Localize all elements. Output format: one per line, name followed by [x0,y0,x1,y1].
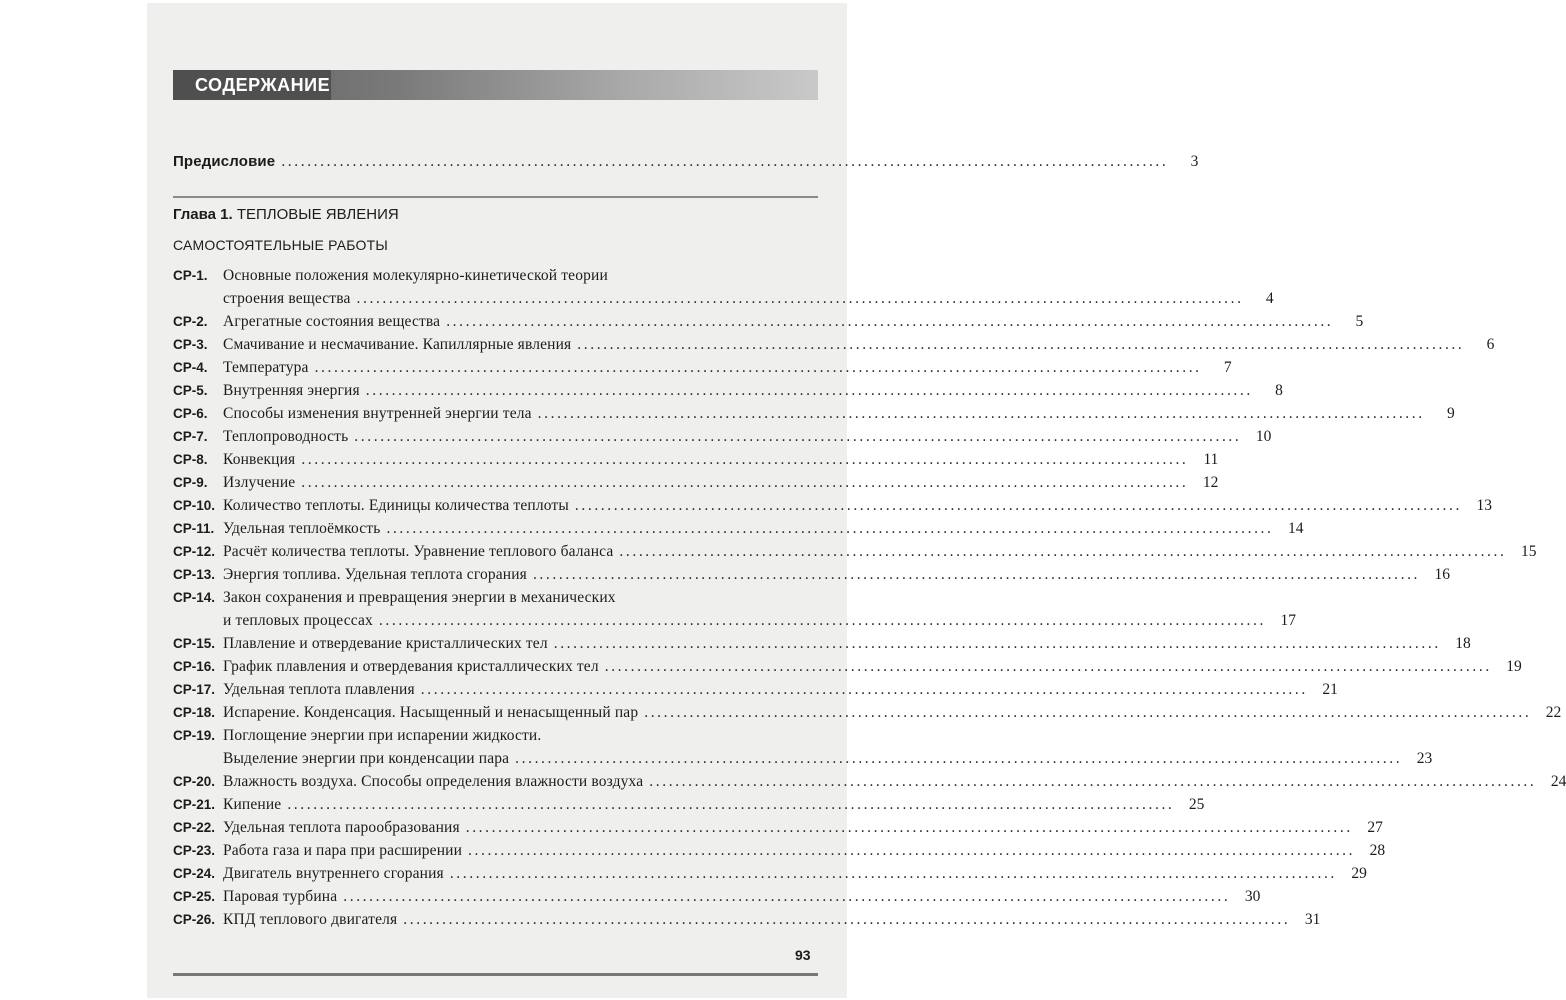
dot-leader: ......................................................................................................................................... [468,842,1356,859]
dot-leader: ......................................................................................................................................... [574,497,1462,514]
toc-entry[interactable] [173,472,1219,494]
toc-entry[interactable] [173,495,1492,517]
entry-code: СР-4. [173,360,208,375]
entry-title: строения вещества [223,290,351,307]
entry-title: Количество теплоты. Единицы количества теплоты [223,497,569,514]
entry-title: Внутренняя энергия [223,382,360,399]
entry-title: Расчёт количества теплоты. Уравнение теплового баланса [223,543,614,560]
entry-code: СР-19. [173,728,216,743]
dot-leader: ......................................................................................................................................... [281,153,1169,170]
page-title: СОДЕРЖАНИЕ [173,70,331,100]
entry-page: 28 [1369,842,1386,859]
entry-title: Влажность воздуха. Способы определения влажности воздуха [223,773,644,790]
entry-title: Кипение [223,796,282,813]
dot-leader: ......................................................................................................................................... [356,290,1244,307]
entry-page: 13 [1476,497,1492,514]
toc-entry[interactable] [173,863,1367,885]
chapter-heading [173,206,399,223]
entry-page: 17 [1280,612,1296,629]
dot-leader: ......................................................................................................................................... [314,359,1202,376]
toc-entry[interactable] [173,679,1338,701]
entry-title: Удельная теплота парообразования [223,819,460,836]
entry-page: 5 [1355,313,1364,330]
entry-title: Излучение [223,474,296,491]
toc-entry[interactable] [173,288,1274,310]
dot-leader: ......................................................................................................................................... [365,382,1253,399]
entry-page: 19 [1506,658,1522,675]
dot-leader: ......................................................................................................................................... [301,474,1189,491]
entry-title: Теплопроводность [223,428,349,445]
preface-row[interactable] [173,151,1199,173]
entry-title: Испарение. Конденсация. Насыщенный и ненасыщенный пар [223,704,639,721]
chapter-name: ТЕПЛОВЫЕ ЯВЛЕНИЯ [236,206,399,223]
entry-code: СР-26. [173,912,216,927]
entry-page: 21 [1322,681,1338,698]
dot-leader: ......................................................................................................................................... [378,612,1266,629]
entry-code: СР-9. [173,475,208,490]
entry-page: 15 [1520,543,1537,560]
bottom-rule [173,973,818,976]
dot-leader: ......................................................................................................................................... [420,681,1308,698]
toc-entry[interactable] [173,610,1296,632]
dot-leader: ......................................................................................................................................... [354,428,1242,445]
entry-page: 4 [1265,290,1274,307]
toc-entry[interactable] [173,633,1471,655]
entry-code: СР-22. [173,820,216,835]
entry-code: СР-7. [173,429,208,444]
entry-page: 31 [1304,911,1321,928]
entry-title: Работа газа и пара при расширении [223,842,463,859]
entry-title: Выделение энергии при конденсации пара [223,750,510,767]
entry-code: СР-17. [173,682,216,697]
entry-code: СР-23. [173,843,216,858]
entry-title: Паровая турбина [223,888,338,905]
toc-entry-first-line[interactable] [173,725,815,747]
dot-leader: ......................................................................................................................................... [403,911,1291,928]
entry-page: 9 [1446,405,1455,422]
entry-code: СР-1. [173,268,208,283]
entry-page: 8 [1275,382,1283,399]
dot-leader: ......................................................................................................................................... [577,336,1465,353]
entry-page: 7 [1223,359,1232,376]
entry-code: СР-14. [173,590,216,605]
entry-code: СР-13. [173,567,216,582]
dot-leader: ......................................................................................................................................... [532,566,1421,583]
entry-code: СР-5. [173,383,208,398]
entry-code: СР-11. [173,521,215,536]
entry-code: СР-21. [173,797,216,812]
entry-title: Смачивание и несмачивание. Капиллярные явления [223,336,572,353]
entry-page: 6 [1486,336,1495,353]
toc-entry[interactable] [173,817,1383,839]
entry-page: 30 [1244,888,1261,905]
section-heading: САМОСТОЯТЕЛЬНЫЕ РАБОТЫ [173,237,388,253]
toc-entry[interactable] [173,311,1364,333]
toc-entry[interactable] [173,334,1495,356]
dot-leader: ......................................................................................................................................... [465,819,1353,836]
entry-code: СР-8. [173,452,208,467]
dot-leader: ......................................................................................................................................... [515,750,1403,767]
entry-page: 16 [1434,566,1451,583]
entry-code: СР-24. [173,866,216,881]
entry-title: КПД теплового двигателя [223,911,398,928]
entry-title: Агрегатные состояния вещества [223,313,441,330]
preface-title: Предисловие [173,153,276,170]
entry-title: и тепловых процессах [223,612,373,629]
toc-entry[interactable] [173,449,1219,471]
toc-entry[interactable] [173,702,1562,724]
toc-entry[interactable] [173,748,1433,770]
dot-leader: ......................................................................................................................................... [449,865,1337,882]
entry-title: Конвекция [223,451,296,468]
entry-page: 22 [1545,704,1562,721]
toc-entry[interactable] [173,426,1272,448]
entry-page: 27 [1367,819,1383,836]
entry-title: Энергия топлива. Удельная теплота сгорания [223,566,527,583]
entry-title-line1: Поглощение энергии при испарении жидкости. [223,727,542,744]
book-page [147,3,1566,998]
header-banner [173,70,818,100]
toc-entry-first-line[interactable] [173,587,815,609]
entry-code: СР-20. [173,774,216,789]
dot-leader: ......................................................................................................................................... [386,520,1274,537]
divider [173,196,818,198]
entry-code: СР-2. [173,314,208,329]
dot-leader: ......................................................................................................................................... [604,658,1492,675]
entry-page: 12 [1202,474,1219,491]
entry-page: 18 [1455,635,1471,652]
entry-code: СР-25. [173,889,216,904]
entry-title-line1: Закон сохранения и превращения энергии в механических [223,589,616,606]
entry-code: СР-10. [173,498,216,513]
entry-code: СР-18. [173,705,216,720]
toc-entry[interactable] [173,403,1455,425]
entry-code: СР-16. [173,659,216,674]
toc-entry[interactable] [173,794,1205,816]
dot-leader: ......................................................................................................................................... [619,543,1507,560]
dot-leader: ......................................................................................................................................... [644,704,1532,721]
entry-page: 14 [1288,520,1304,537]
entry-page: 10 [1255,428,1272,445]
entry-code: СР-3. [173,337,208,352]
entry-title: Плавление и отвердевание кристаллических тел [223,635,548,652]
dot-leader: ......................................................................................................................................... [301,451,1189,468]
entry-code: СР-6. [173,406,208,421]
entry-code: СР-12. [173,544,216,559]
entry-page: 25 [1188,796,1205,813]
page-number: 93 [795,947,811,963]
entry-title: Удельная теплота плавления [223,681,415,698]
toc-entry[interactable] [173,518,1304,540]
entry-title-line1: Основные положения молекулярно-кинетической теории [223,267,608,284]
dot-leader: ......................................................................................................................................... [343,888,1231,905]
entry-code: СР-15. [173,636,216,651]
entry-title: Двигатель внутреннего сгорания [223,865,444,882]
entry-title: Температура [223,359,309,376]
toc-entry[interactable] [173,840,1386,862]
toc-entry[interactable] [173,564,1451,586]
toc-entry[interactable] [173,357,1232,379]
entry-title: Способы изменения внутренней энергии тела [223,405,532,422]
entry-title: Удельная теплоёмкость [223,520,381,537]
entry-page: 11 [1203,451,1219,468]
toc-entry-first-line[interactable] [173,265,815,287]
dot-leader: ......................................................................................................................................... [553,635,1441,652]
entry-page: 24 [1550,773,1566,790]
toc-entry[interactable] [173,380,1283,402]
chapter-label: Глава 1. [173,206,233,223]
entry-title: График плавления и отвердевания кристаллических тел [223,658,599,675]
toc-entry[interactable] [173,886,1261,908]
toc-entry[interactable] [173,656,1522,678]
dot-leader: ......................................................................................................................................... [537,405,1425,422]
dot-leader: ......................................................................................................................................... [649,773,1537,790]
entry-page: 23 [1416,750,1433,767]
entry-page: 29 [1351,865,1367,882]
preface-page: 3 [1190,153,1199,170]
toc-entry[interactable] [173,909,1321,931]
toc-entry[interactable] [173,541,1537,563]
dot-leader: ......................................................................................................................................... [446,313,1334,330]
dot-leader: ......................................................................................................................................... [287,796,1175,813]
toc-entry[interactable] [173,771,1566,793]
